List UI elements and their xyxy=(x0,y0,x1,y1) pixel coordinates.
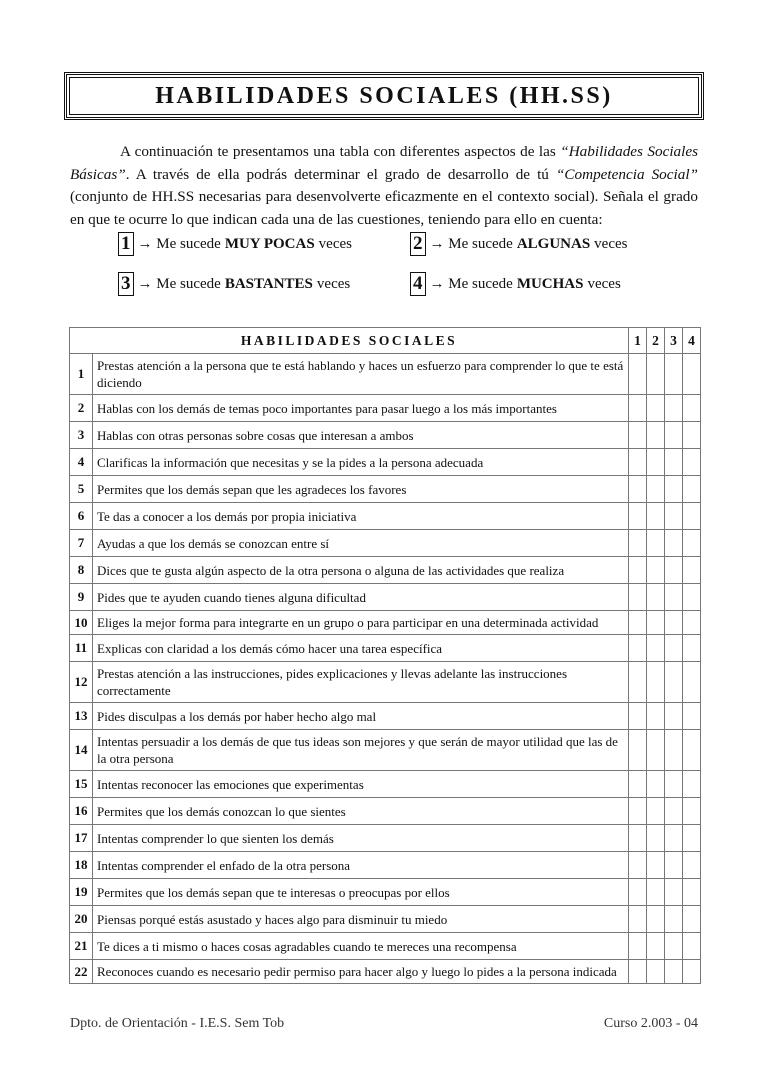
score-cell-1[interactable] xyxy=(629,906,647,933)
score-cell-2[interactable] xyxy=(647,584,665,611)
table-row xyxy=(70,557,701,584)
legend-bold: BASTANTES xyxy=(224,275,313,292)
skills-table xyxy=(69,327,701,984)
legend-number: 4 xyxy=(410,272,426,296)
intro-text: A continuación te presentamos una tabla con diferentes aspectos de las xyxy=(120,143,561,160)
score-cell-4[interactable] xyxy=(683,933,701,960)
score-cell-3[interactable] xyxy=(665,422,683,449)
row-number: 4 xyxy=(70,449,93,476)
table-row xyxy=(70,933,701,960)
score-cell-2[interactable] xyxy=(647,530,665,557)
score-cell-1[interactable] xyxy=(629,557,647,584)
row-text: Permites que los demás sepan que les agradeces los favores xyxy=(93,476,629,503)
table-row xyxy=(70,584,701,611)
table-row xyxy=(70,395,701,422)
row-text: Intentas reconocer las emociones que experimentas xyxy=(93,771,629,798)
score-cell-4[interactable] xyxy=(683,798,701,825)
row-number: 10 xyxy=(70,611,93,635)
score-cell-1[interactable] xyxy=(629,798,647,825)
score-cell-4[interactable] xyxy=(683,825,701,852)
score-cell-4[interactable] xyxy=(683,703,701,730)
score-cell-3[interactable] xyxy=(665,476,683,503)
score-cell-2[interactable] xyxy=(647,906,665,933)
score-cell-1[interactable] xyxy=(629,611,647,635)
row-number: 8 xyxy=(70,557,93,584)
score-cell-1[interactable] xyxy=(629,476,647,503)
footer-course: Curso 2.003 - 04 xyxy=(603,1016,698,1031)
score-cell-1[interactable] xyxy=(629,530,647,557)
score-cell-3[interactable] xyxy=(665,503,683,530)
row-text: Hablas con otras personas sobre cosas que interesan a ambos xyxy=(93,422,629,449)
intro-italic: “Competencia Social” xyxy=(555,165,698,183)
row-text: Pides disculpas a los demás por haber hecho algo mal xyxy=(93,703,629,730)
score-cell-4[interactable] xyxy=(683,879,701,906)
table-header: HABILIDADES SOCIALES xyxy=(70,328,629,354)
table-row xyxy=(70,798,701,825)
row-number: 7 xyxy=(70,530,93,557)
legend-text: veces xyxy=(316,275,351,292)
table-row xyxy=(70,879,701,906)
score-cell-2[interactable] xyxy=(647,422,665,449)
score-cell-2[interactable] xyxy=(647,771,665,798)
score-cell-3[interactable] xyxy=(665,879,683,906)
table-row xyxy=(70,422,701,449)
score-cell-2[interactable] xyxy=(647,852,665,879)
legend-text: veces xyxy=(594,235,628,252)
row-number: 16 xyxy=(70,798,93,825)
row-text: Dices que te gusta algún aspecto de la otra persona o alguna de las actividades que realiza xyxy=(93,557,629,584)
score-cell-4[interactable] xyxy=(683,635,701,662)
row-text: Intentas comprender el enfado de la otra persona xyxy=(93,852,629,879)
row-number: 9 xyxy=(70,584,93,611)
row-number: 13 xyxy=(70,703,93,730)
table-row xyxy=(70,503,701,530)
legend-item xyxy=(410,272,621,296)
row-text: Intentas persuadir a los demás de que tus ideas son mejores y que serán de mayor utilidad que las de la otra persona xyxy=(93,730,629,771)
score-cell-1[interactable] xyxy=(629,395,647,422)
score-cell-1[interactable] xyxy=(629,354,647,395)
row-text: Te das a conocer a los demás por propia iniciativa xyxy=(93,503,629,530)
score-cell-1[interactable] xyxy=(629,879,647,906)
legend-item xyxy=(118,272,350,296)
score-cell-1[interactable] xyxy=(629,635,647,662)
score-cell-1[interactable] xyxy=(629,422,647,449)
table-row xyxy=(70,354,701,395)
legend-text: veces xyxy=(587,275,621,292)
row-text: Eliges la mejor forma para integrarte en un grupo o para participar en una determinada actividad xyxy=(93,611,629,635)
score-cell-4[interactable] xyxy=(683,584,701,611)
score-cell-4[interactable] xyxy=(683,503,701,530)
score-cell-3[interactable] xyxy=(665,584,683,611)
legend-text: → Me sucede xyxy=(137,235,221,252)
score-cell-1[interactable] xyxy=(629,662,647,703)
score-cell-4[interactable] xyxy=(683,395,701,422)
score-cell-3[interactable] xyxy=(665,662,683,703)
row-number: 18 xyxy=(70,852,93,879)
score-cell-1[interactable] xyxy=(629,825,647,852)
legend-number: 3 xyxy=(118,272,134,296)
legend-text: veces xyxy=(318,235,352,252)
row-text: Permites que los demás sepan que te interesas o preocupas por ellos xyxy=(93,879,629,906)
score-header: 1 xyxy=(629,328,647,354)
score-cell-2[interactable] xyxy=(647,449,665,476)
score-cell-4[interactable] xyxy=(683,530,701,557)
table-row xyxy=(70,771,701,798)
score-cell-2[interactable] xyxy=(647,798,665,825)
score-cell-2[interactable] xyxy=(647,825,665,852)
title-box xyxy=(64,72,704,120)
score-cell-1[interactable] xyxy=(629,771,647,798)
score-cell-3[interactable] xyxy=(665,635,683,662)
score-cell-3[interactable] xyxy=(665,771,683,798)
score-cell-4[interactable] xyxy=(683,730,701,771)
table-row xyxy=(70,852,701,879)
score-cell-3[interactable] xyxy=(665,960,683,984)
score-cell-2[interactable] xyxy=(647,503,665,530)
row-text: Hablas con los demás de temas poco importantes para pasar luego a los más importantes xyxy=(93,395,629,422)
score-cell-4[interactable] xyxy=(683,449,701,476)
row-number: 1 xyxy=(70,354,93,395)
row-number: 22 xyxy=(70,960,93,984)
score-header: 4 xyxy=(683,328,701,354)
score-cell-2[interactable] xyxy=(647,611,665,635)
score-cell-2[interactable] xyxy=(647,662,665,703)
intro-paragraph xyxy=(70,141,698,231)
row-number: 17 xyxy=(70,825,93,852)
legend-text: → Me sucede xyxy=(137,275,221,292)
table-row xyxy=(70,960,701,984)
legend-text: → Me sucede xyxy=(429,275,513,292)
score-header: 2 xyxy=(647,328,665,354)
score-cell-1[interactable] xyxy=(629,503,647,530)
score-cell-1[interactable] xyxy=(629,933,647,960)
footer-department: Dpto. de Orientación - I.E.S. Sem Tob xyxy=(70,1016,285,1031)
score-cell-3[interactable] xyxy=(665,530,683,557)
score-cell-1[interactable] xyxy=(629,852,647,879)
score-cell-4[interactable] xyxy=(683,611,701,635)
score-cell-3[interactable] xyxy=(665,825,683,852)
row-number: 19 xyxy=(70,879,93,906)
score-cell-2[interactable] xyxy=(647,703,665,730)
score-cell-2[interactable] xyxy=(647,933,665,960)
row-text: Te dices a ti mismo o haces cosas agradables cuando te mereces una recompensa xyxy=(93,933,629,960)
score-cell-3[interactable] xyxy=(665,449,683,476)
table-row xyxy=(70,825,701,852)
table-row xyxy=(70,906,701,933)
row-text: Explicas con claridad a los demás cómo hacer una tarea específica xyxy=(93,635,629,662)
score-cell-1[interactable] xyxy=(629,703,647,730)
table-row xyxy=(70,662,701,703)
legend-bold: ALGUNAS xyxy=(516,235,591,252)
row-text: Clarificas la información que necesitas y se la pides a la persona adecuada xyxy=(93,449,629,476)
score-cell-4[interactable] xyxy=(683,960,701,984)
row-text: Prestas atención a la persona que te está hablando y haces un esfuerzo para comprender lo que te está diciendo xyxy=(93,354,629,395)
table-row xyxy=(70,449,701,476)
row-number: 12 xyxy=(70,662,93,703)
legend-number: 1 xyxy=(118,232,134,256)
legend-item xyxy=(410,232,627,256)
legend-bold: MUCHAS xyxy=(516,275,584,292)
table-row xyxy=(70,476,701,503)
score-header: 3 xyxy=(665,328,683,354)
legend-number: 2 xyxy=(410,232,426,256)
row-text: Pides que te ayuden cuando tienes alguna dificultad xyxy=(93,584,629,611)
row-text: Intentas comprender lo que sienten los demás xyxy=(93,825,629,852)
score-cell-4[interactable] xyxy=(683,906,701,933)
row-text: Reconoces cuando es necesario pedir permiso para hacer algo y luego lo pides a la persona indicada xyxy=(93,960,629,984)
intro-text: . A través de ella podrás determinar el grado de desarrollo de tú xyxy=(125,165,556,183)
table-row xyxy=(70,635,701,662)
row-text: Piensas porqué estás asustado y haces algo para disminuir tu miedo xyxy=(93,906,629,933)
score-cell-4[interactable] xyxy=(683,852,701,879)
score-cell-4[interactable] xyxy=(683,662,701,703)
score-cell-2[interactable] xyxy=(647,879,665,906)
score-cell-3[interactable] xyxy=(665,354,683,395)
score-cell-3[interactable] xyxy=(665,611,683,635)
score-cell-2[interactable] xyxy=(647,960,665,984)
score-cell-2[interactable] xyxy=(647,730,665,771)
score-cell-1[interactable] xyxy=(629,960,647,984)
legend-text: → Me sucede xyxy=(429,235,513,252)
score-cell-2[interactable] xyxy=(647,354,665,395)
score-cell-2[interactable] xyxy=(647,557,665,584)
score-cell-3[interactable] xyxy=(665,557,683,584)
score-cell-3[interactable] xyxy=(665,395,683,422)
score-cell-2[interactable] xyxy=(647,476,665,503)
intro-text: (conjunto de HH.SS necesarias para desenvolverte eficazmente en el contexto social). Señala el grado en que te ocurre lo que indican cada una de las cuestiones, teniendo para ello en cuenta: xyxy=(70,188,698,228)
table-row xyxy=(70,530,701,557)
score-cell-4[interactable] xyxy=(683,771,701,798)
row-number: 15 xyxy=(70,771,93,798)
score-cell-4[interactable] xyxy=(683,557,701,584)
intro-italic: “Habilidades Sociales Básicas” xyxy=(70,143,699,183)
table-row xyxy=(70,611,701,635)
row-text: Ayudas a que los demás se conozcan entre sí xyxy=(93,530,629,557)
legend-bold: MUY POCAS xyxy=(224,235,315,252)
score-cell-4[interactable] xyxy=(683,476,701,503)
score-cell-4[interactable] xyxy=(683,422,701,449)
score-cell-4[interactable] xyxy=(683,354,701,395)
score-cell-3[interactable] xyxy=(665,703,683,730)
row-number: 2 xyxy=(70,395,93,422)
row-number: 20 xyxy=(70,906,93,933)
score-cell-2[interactable] xyxy=(647,395,665,422)
score-cell-1[interactable] xyxy=(629,584,647,611)
row-text: Permites que los demás conozcan lo que sientes xyxy=(93,798,629,825)
row-text: Prestas atención a las instrucciones, pides explicaciones y llevas adelante las instrucciones correctamente xyxy=(93,662,629,703)
score-cell-1[interactable] xyxy=(629,449,647,476)
table-row xyxy=(70,703,701,730)
row-number: 3 xyxy=(70,422,93,449)
score-cell-3[interactable] xyxy=(665,906,683,933)
row-number: 6 xyxy=(70,503,93,530)
table-header-row xyxy=(70,328,701,354)
row-number: 14 xyxy=(70,730,93,771)
score-cell-3[interactable] xyxy=(665,933,683,960)
score-cell-3[interactable] xyxy=(665,730,683,771)
legend-item xyxy=(118,232,352,256)
score-cell-1[interactable] xyxy=(629,730,647,771)
row-number: 21 xyxy=(70,933,93,960)
score-cell-2[interactable] xyxy=(647,635,665,662)
score-cell-3[interactable] xyxy=(665,852,683,879)
row-number: 5 xyxy=(70,476,93,503)
page-title: HABILIDADES SOCIALES (HH.SS) xyxy=(155,82,613,109)
table-row xyxy=(70,730,701,771)
row-number: 11 xyxy=(70,635,93,662)
score-cell-3[interactable] xyxy=(665,798,683,825)
